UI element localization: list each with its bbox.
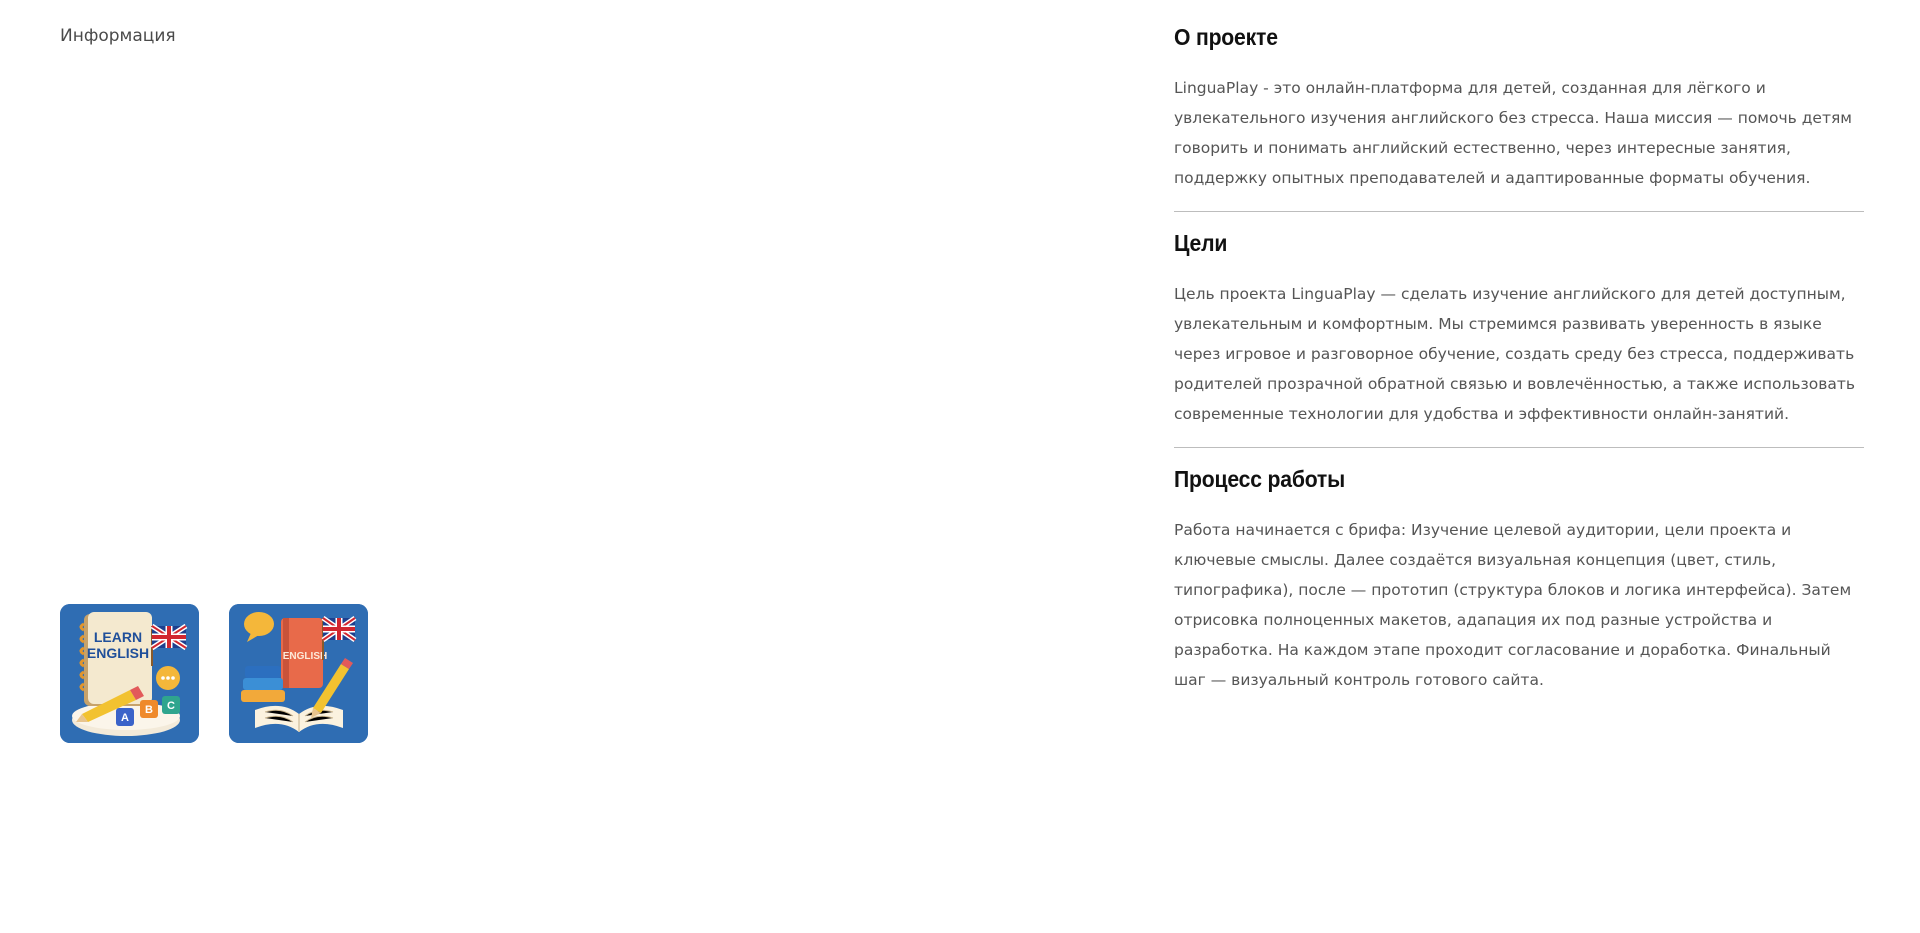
goals-title: Цели (1174, 230, 1228, 256)
book-title-text: ENGLISH (282, 651, 328, 662)
process-text: Работа начинается с брифа: Изучение целевой аудитории, цели проекта и ключевые смыслы. Далее создаётся визуальная концепция (цвет, стиль, типографика), после — прототип (структура блоков и логика интерфейса). Затем отрисовка полноценных макетов, адапация их под разные устройства и разработка. На каждом этапе проходит согласование и доработка. Финальный шаг — визуальный контроль готового сайта. (1174, 521, 1852, 689)
block-letter-b: B (145, 704, 153, 716)
section-label: Информация (60, 26, 176, 46)
gallery-thumbnail-english-book[interactable] (229, 604, 368, 743)
process-title: Процесс работы (1174, 466, 1346, 492)
gallery-thumbnail-learn-english[interactable] (60, 604, 199, 743)
image-gallery (60, 604, 368, 743)
thumb-text-learn: LEARN (93, 629, 143, 645)
section-divider (1174, 211, 1864, 212)
about-text: LinguaPlay - это онлайн-платформа для детей, созданная для лёгкого и увлекательного изучения английского без стресса. Наша миссия — помочь детям говорить и понимать английский естественно, через интересные занятия, поддержку опытных преподавателей и адаптированные форматы обучения. (1174, 79, 1853, 187)
english-book-icon (229, 604, 368, 743)
about-section (1174, 24, 1864, 193)
block-letter-c: C (167, 700, 175, 712)
speech-bubble-icon (156, 666, 180, 690)
learn-english-notebook-icon (60, 604, 199, 743)
goals-section (1174, 230, 1864, 429)
book-stack-icon (241, 666, 285, 702)
thumb-text-english: ENGLISH (86, 645, 150, 661)
about-title: О проекте (1174, 24, 1278, 50)
info-content (1174, 24, 1864, 695)
section-divider (1174, 447, 1864, 448)
goals-text: Цель проекта LinguaPlay — сделать изучение английского для детей доступным, увлекательным и комфортным. Мы стремимся развивать уверенность в языке через игровое и разговорное обучение, создать среду без стресса, поддерживать родителей прозрачной обратной связью и вовлечённостью, а также использовать современные технологии для удобства и эффективности онлайн-занятий. (1174, 285, 1856, 423)
process-section (1174, 466, 1864, 695)
block-letter-a: A (121, 712, 129, 724)
